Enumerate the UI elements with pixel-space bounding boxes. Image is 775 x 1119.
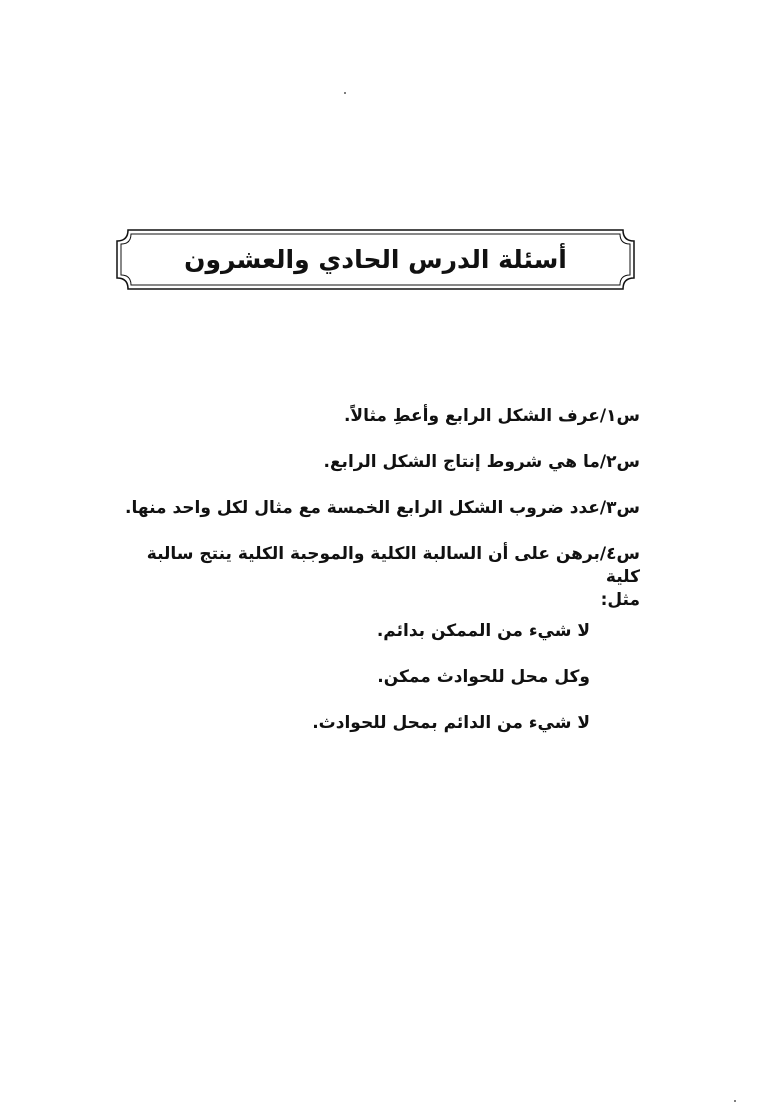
question-text: عرف الشكل الرابع وأعطِ مثالاً.: [343, 406, 600, 426]
scan-speck: [344, 92, 346, 94]
example-line-3: لا شيء من الدائم بمحل للحوادث.: [312, 713, 590, 733]
question-text: برهن على أن السالبة الكلية والموجبة الكلية ينتج سالبة كلية: [146, 544, 640, 587]
question-text: ما هي شروط إنتاج الشكل الرابع.: [323, 452, 600, 472]
question-continuation: مثل:: [600, 590, 640, 610]
question-3: [120, 497, 640, 520]
question-1: [120, 405, 640, 428]
question-number: س١/: [599, 406, 640, 426]
question-text: عدد ضروب الشكل الرابع الخمسة مع مثال لكل واحد منها.: [125, 498, 600, 518]
question-2: [120, 451, 640, 474]
question-4: [120, 543, 640, 612]
questions-list: [120, 405, 640, 612]
example-line-2: وكل محل للحوادث ممكن.: [377, 667, 590, 687]
title-frame: [116, 229, 635, 290]
example-line-1: لا شيء من الممكن بدائم.: [376, 621, 590, 641]
question-number: س٢/: [599, 452, 640, 472]
question-number: س٤/: [599, 544, 640, 564]
question-number: س٣/: [599, 498, 640, 518]
example-syllogism: [190, 620, 590, 758]
page-title: أسئلة الدرس الحادي والعشرون: [184, 245, 567, 274]
scan-speck: [734, 1100, 736, 1102]
